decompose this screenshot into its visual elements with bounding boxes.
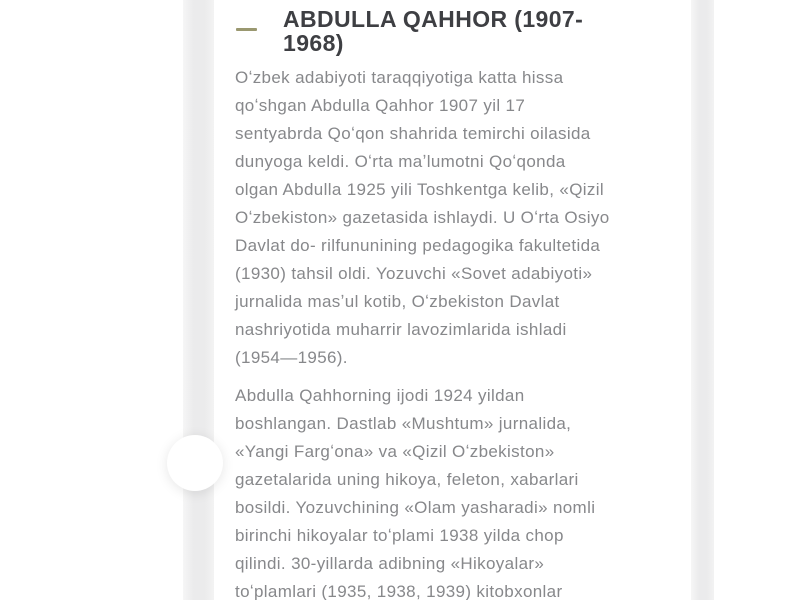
paragraph-line: Abdulla Qahhorning ijodi 1924 yildan [235,386,525,405]
paragraph-line: jurnalida masʼul kotib, Oʻzbekiston Davlat [235,292,560,311]
page-title-line-2: 1968) [283,30,344,56]
paragraph-line: gazetalarida uning hikoya, feleton, xabarlari [235,470,579,489]
paragraph-line: (1954—1956). [235,348,348,367]
paragraph-line: nashriyotida muharrir lavozimlarida ishladi [235,320,567,339]
paragraph-line: birinchi hikoyalar toʻplami 1938 yilda chop [235,526,564,545]
paragraph-line: dunyoga keldi. Oʻrta maʼlumotni Qoʻqonda [235,152,566,171]
dash-icon [236,28,257,31]
page-title [283,7,583,55]
paragraph-line: olgan Abdulla 1925 yili Toshkentga kelib, «Qizil [235,180,604,199]
paragraph-line: «Yangi Fargʻona» va «Qizil Oʻzbekiston» [235,442,555,461]
prev-nav-button[interactable] [167,435,223,491]
article-paragraph-1 [235,64,610,372]
paragraph-line: Oʻzbek adabiyoti taraqqiyotiga katta hissa [235,68,564,87]
paragraph-line: sentyabrda Qoʻqon shahrida temirchi oilasida [235,124,591,143]
paragraph-line: toʻplamlari (1935, 1938, 1939) kitobxonlar [235,582,563,600]
article-paragraph-2 [235,382,595,600]
paragraph-line: qilindi. 30-yillarda adibning «Hikoyalar» [235,554,545,573]
paragraph-line: qoʻshgan Abdulla Qahhor 1907 yil 17 [235,96,526,115]
right-gutter-shade [691,0,714,600]
paragraph-line: Oʻzbekiston» gazetasida ishlaydi. U Oʻrta Osiyo [235,208,610,227]
paragraph-line: (1930) tahsil oldi. Yozuvchi «Sovet adabiyoti» [235,264,593,283]
left-gutter-shade [183,0,214,600]
paragraph-line: Davlat do- rilfununining pedagogika fakultetida [235,236,601,255]
paragraph-line: boshlangan. Dastlab «Mushtum» jurnalida, [235,414,572,433]
page-title-line-1: ABDULLA QAHHOR (1907- [283,6,584,32]
paragraph-line: bosildi. Yozuvchining «Olam yasharadi» nomli [235,498,596,517]
